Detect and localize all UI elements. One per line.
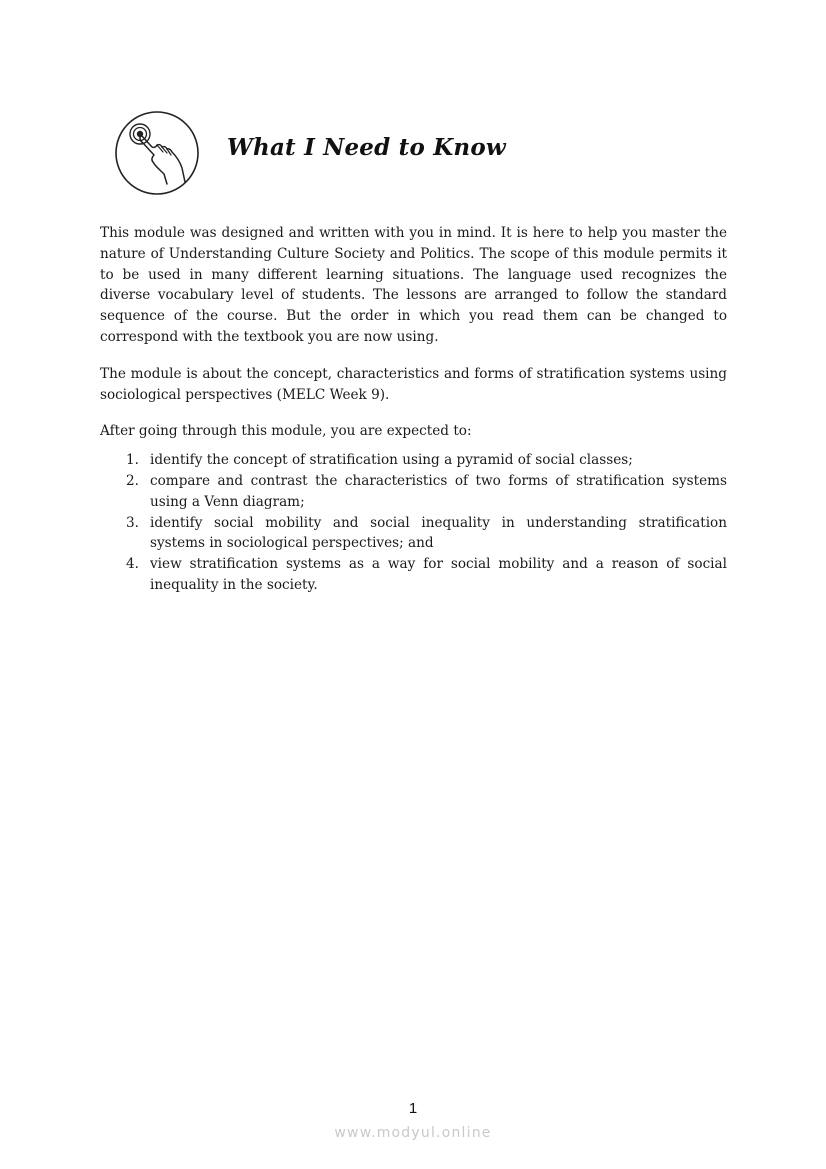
touch-hand-icon: [114, 110, 200, 196]
objectives-list: [100, 450, 727, 596]
intro-paragraph: This module was designed and written with you in mind. It is here to help you master the nature of Understanding Culture Society and Politics. The scope of this module permits it to be used in many different learning situations. The language used recognizes the diverse vocabulary level of students. The lessons are arranged to follow the standard sequence of the course. But the order in which you read them can be changed to correspond with the textbook you are now using.: [100, 225, 727, 345]
list-item-number: 2.: [126, 472, 139, 489]
list-item-text: compare and contrast the characteristics of two forms of stratification systems using a Venn diagram;: [150, 472, 727, 510]
list-item-text: view stratification systems as a way for social mobility and a reason of social inequality in the society.: [150, 556, 727, 593]
list-item: [100, 471, 727, 513]
list-item: [100, 513, 727, 555]
list-item-number: 3.: [126, 514, 139, 531]
page-title: What I Need to Know: [227, 134, 506, 161]
list-item-number: 1.: [126, 452, 139, 469]
list-item: [100, 450, 727, 471]
list-item-text: identify social mobility and social inequality in understanding stratification systems in sociological perspectives; and: [150, 514, 727, 552]
page-number: 1: [408, 1100, 418, 1117]
list-item-text: identify the concept of stratification using a pyramid of social classes;: [150, 452, 633, 469]
list-item: [100, 554, 727, 596]
module-content: [100, 223, 727, 596]
objectives-lead: After going through this module, you are expected to:: [100, 423, 472, 440]
list-item-number: 4.: [126, 556, 139, 573]
watermark-text: www.modyul.online: [334, 1125, 492, 1141]
scope-paragraph: The module is about the concept, characteristics and forms of stratification systems using sociological perspectives (MELC Week 9).: [100, 365, 727, 403]
section-header: [114, 110, 714, 198]
